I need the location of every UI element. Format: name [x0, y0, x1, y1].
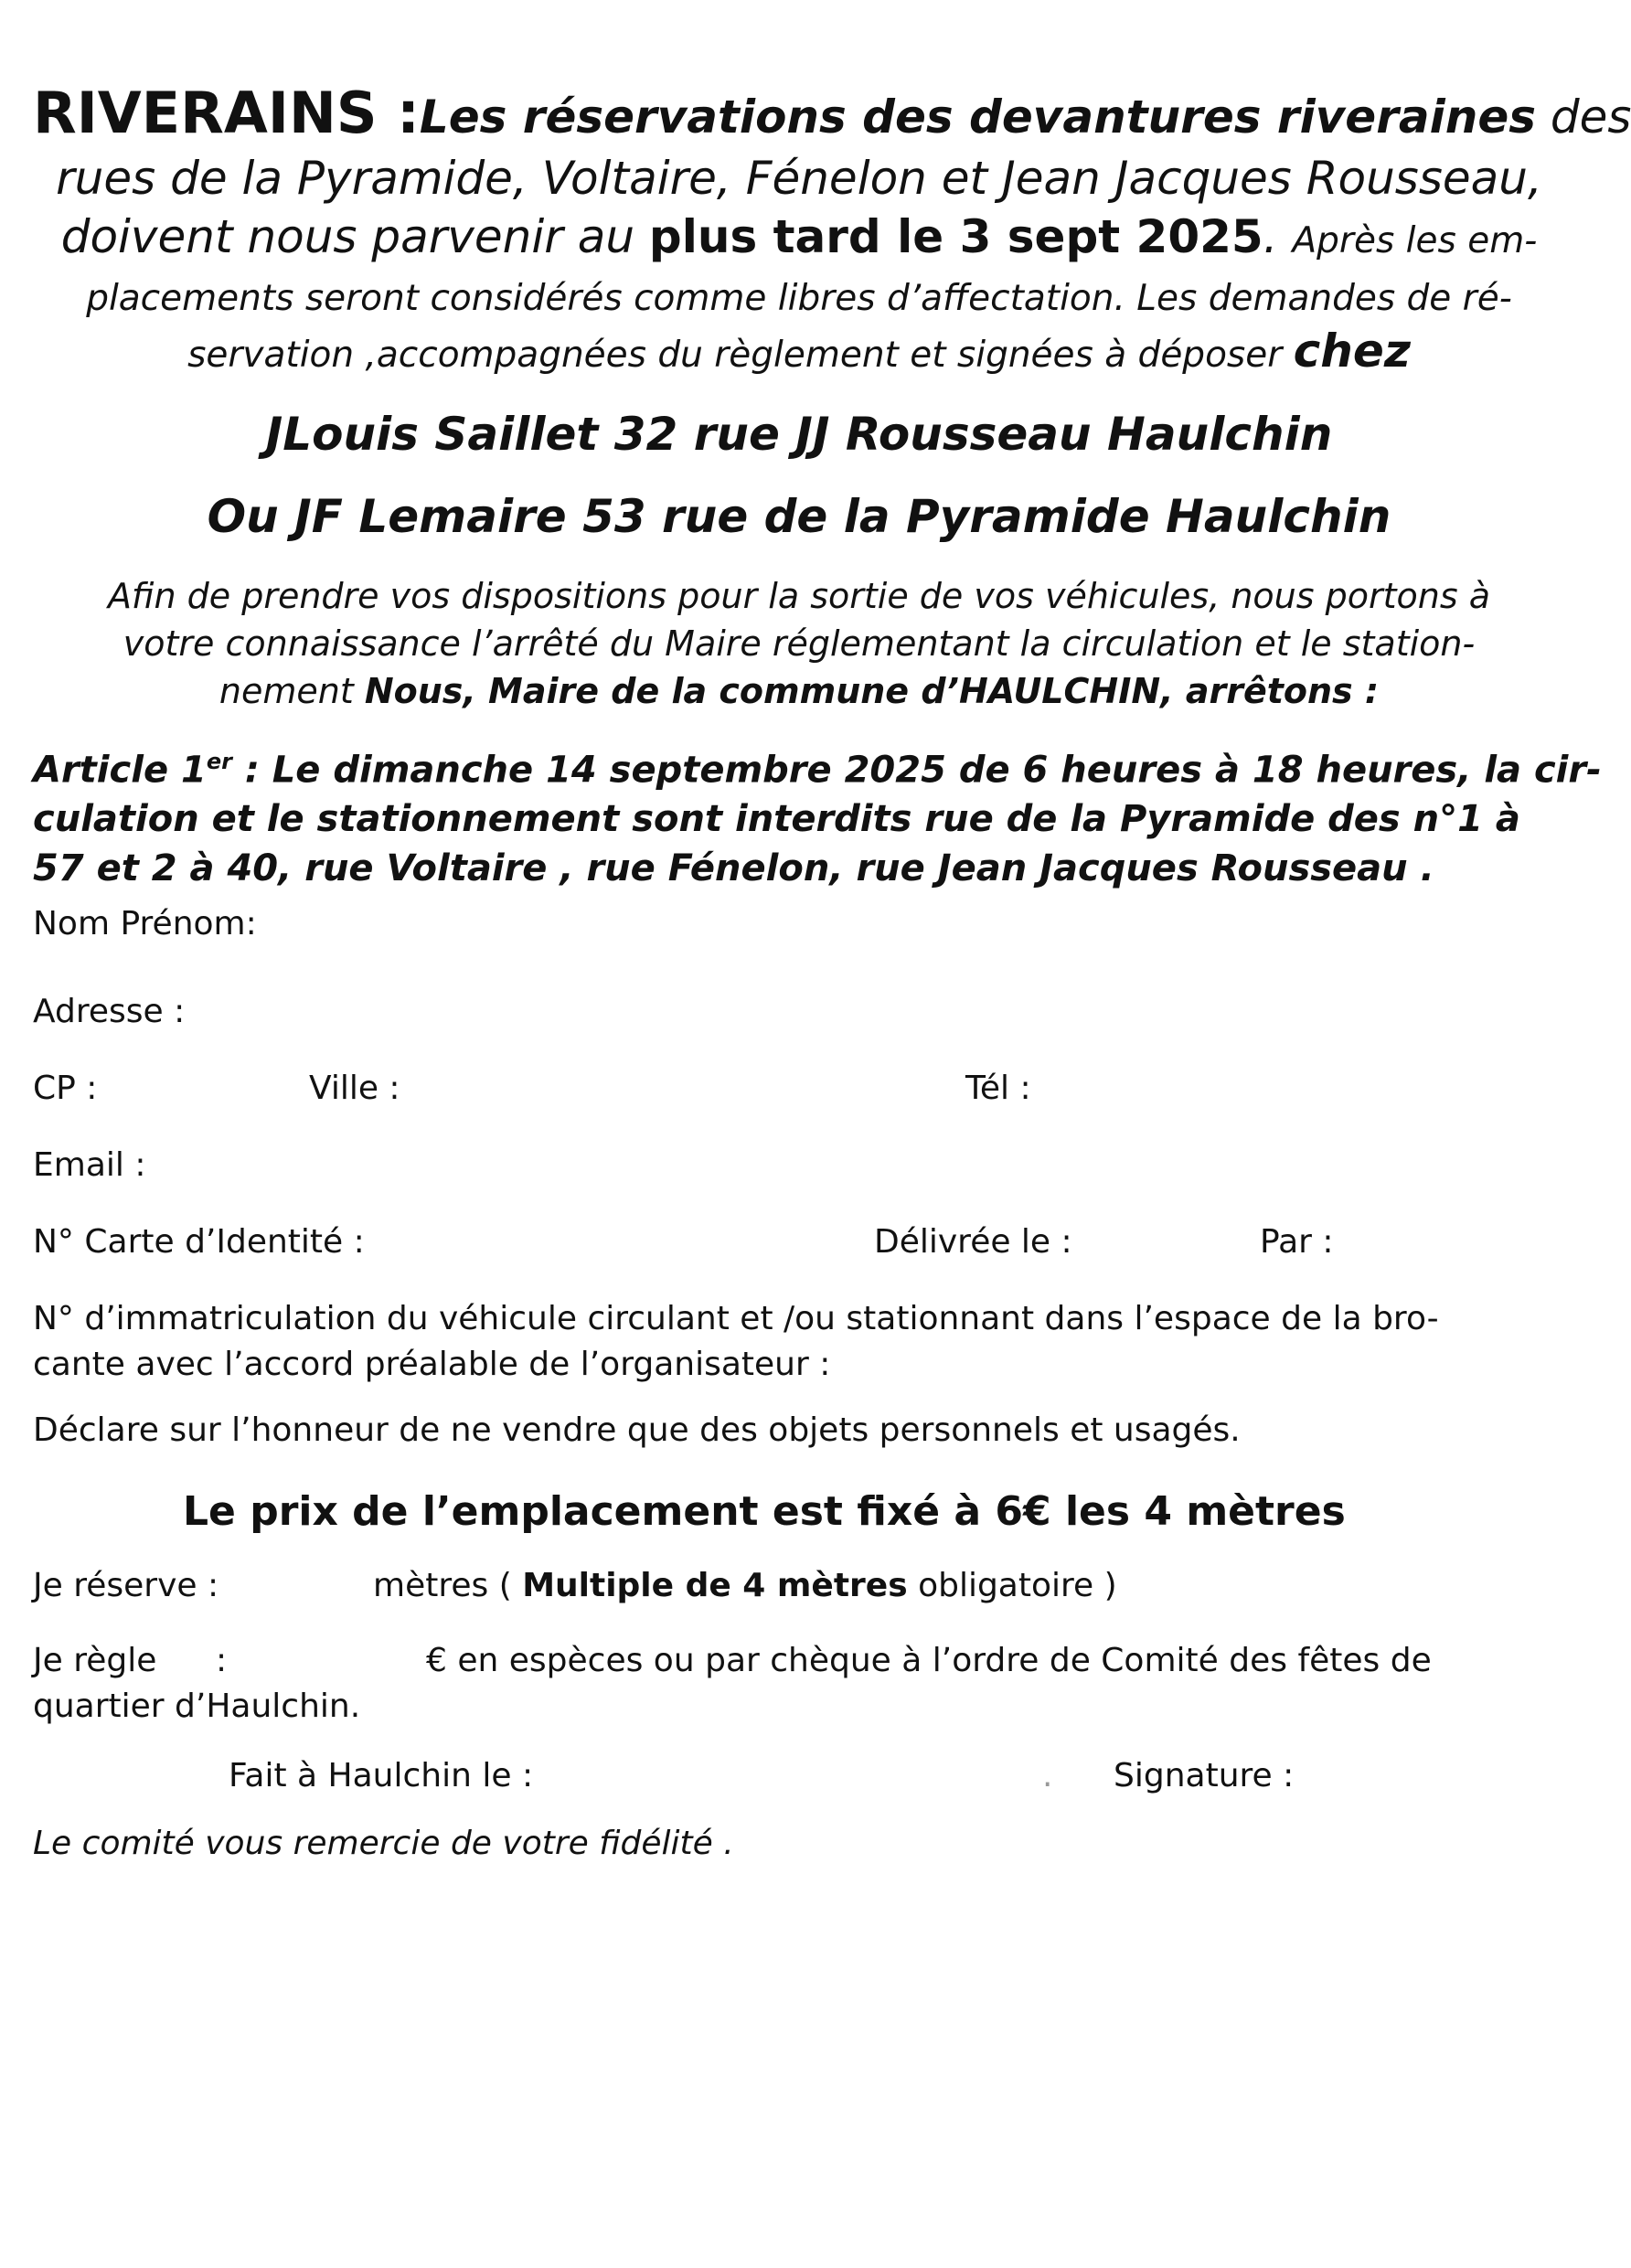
address-lemaire: Ou JF Lemaire 53 rue de la Pyramide Haulchin — [207, 490, 1391, 543]
intro-text: servation ,accompagnées du règlement et signées à déposer — [187, 335, 1294, 376]
multiple-text: Multiple de 4 mètres — [522, 1567, 908, 1604]
intro-emphasis: Les réservations des devantures riveraines — [419, 91, 1537, 144]
notice-text: nement — [219, 671, 365, 711]
metres-text: mètres ( — [373, 1567, 523, 1604]
intro-text: doivent nous parvenir au — [60, 210, 649, 263]
adresse-label: Adresse : — [33, 993, 186, 1030]
price-line: Le prix de l’emplacement est fixé à 6€ les 4 mètres — [183, 1488, 1346, 1535]
decree-text: Nous, Maire de la commune d’HAULCHIN, arrêtons : — [364, 671, 1380, 711]
declaration-line: Déclare sur l’honneur de ne vendre que des objets personnels et usagés. — [33, 1411, 1241, 1449]
ville-label: Ville : — [309, 1070, 400, 1107]
closing-line: Le comité vous remercie de votre fidélité . — [33, 1825, 734, 1862]
carte-identite-label: N° Carte d’Identité : — [33, 1223, 365, 1261]
intro-line-2: rues de la Pyramide, Voltaire, Fénelon et Jean Jacques Rousseau, — [56, 152, 1542, 205]
nom-prenom-label: Nom Prénom: — [33, 905, 257, 942]
payment-line-2: quartier d’Haulchin. — [33, 1688, 361, 1725]
cp-label: CP : — [33, 1070, 98, 1107]
fait-a-label: Fait à Haulchin le : — [229, 1757, 534, 1794]
intro-line-4: placements seront considérés comme libres d’affectation. Les demandes de ré- — [86, 278, 1512, 319]
chez-text: chez — [1293, 325, 1411, 378]
intro-line-5 — [33, 324, 1565, 389]
je-reserve-label: Je réserve : — [33, 1567, 219, 1604]
immatriculation-line-1: N° d’immatriculation du véhicule circulant et /ou stationnant dans l’espace de la bro- — [33, 1300, 1439, 1337]
delivree-le-label: Délivrée le : — [874, 1223, 1072, 1261]
separator-dot: . — [1042, 1757, 1053, 1794]
tel-label: Tél : — [965, 1070, 1031, 1107]
metres-line — [373, 1567, 1117, 1604]
deadline-text: plus tard le 3 sept 2025 — [648, 210, 1263, 263]
notice-line-1: Afin de prendre vos dispositions pour la sortie de vos véhicules, nous portons à — [107, 576, 1491, 616]
notice-line-3 — [33, 667, 1565, 715]
article-sup: er — [206, 749, 232, 774]
immatriculation-line-2: cante avec l’accord préalable de l’organisateur : — [33, 1346, 831, 1383]
notice-paragraph — [33, 572, 1565, 715]
signature-label: Signature : — [1114, 1757, 1295, 1794]
intro-text: Après les em- — [1292, 220, 1538, 261]
address-saillet: JLouis Saillet 32 rue JJ Rousseau Haulchin — [265, 408, 1333, 461]
notice-line-2: votre connaissance l’arrêté du Maire réglementant la circulation et le station- — [123, 623, 1476, 664]
article-text: : Le dimanche 14 septembre 2025 de 6 heures à 18 heures, la cir- — [231, 749, 1602, 792]
article-line-3: 57 et 2 à 40, rue Voltaire , rue Fénelon, rue Jean Jacques Rousseau . — [33, 847, 1434, 890]
metres-text: obligatoire ) — [907, 1567, 1117, 1604]
headline-title: RIVERAINS : — [33, 80, 420, 146]
intro-text: des — [1536, 91, 1631, 144]
article-label: Article 1 — [33, 749, 207, 792]
article-paragraph — [33, 737, 1602, 893]
intro-line-3 — [33, 207, 1565, 278]
je-regle-colon: : — [216, 1642, 228, 1679]
email-label: Email : — [33, 1146, 146, 1184]
payment-line-1: € en espèces ou par chèque à l’ordre de Comité des fêtes de — [426, 1642, 1432, 1679]
je-regle-label: Je règle — [33, 1642, 157, 1679]
intro-text: . — [1263, 210, 1293, 263]
par-label: Par : — [1260, 1223, 1334, 1261]
article-line-2: culation et le stationnement sont interdits rue de la Pyramide des n°1 à — [33, 798, 1520, 841]
article-line-1 — [33, 737, 1602, 794]
